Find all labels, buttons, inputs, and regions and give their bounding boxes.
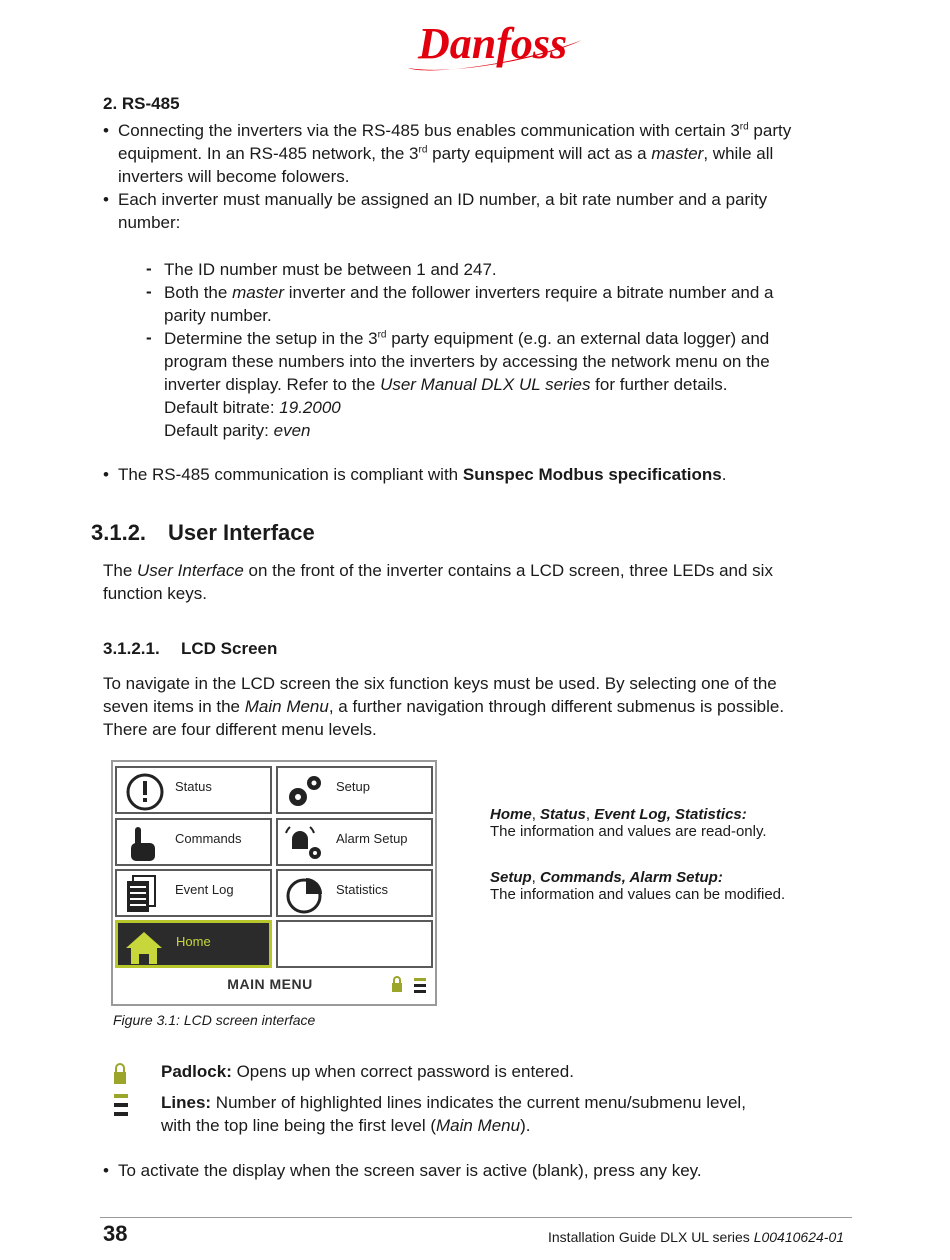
- tile-empty: [276, 920, 433, 968]
- tile-setup: Setup: [276, 766, 433, 814]
- tile-event-log: Event Log: [115, 869, 272, 917]
- lines-legend: Lines: Number of highlighted lines indicates the current menu/submenu level, with the top line being the first level (Main Menu).: [161, 1093, 746, 1135]
- danfoss-logo: [400, 6, 590, 82]
- dash-bitrate: - Both the master inverter and the follower inverters require a bitrate number and a parity number.: [146, 282, 774, 325]
- padlock-icon: [113, 1063, 127, 1084]
- lcd-screen-figure: [111, 760, 437, 1006]
- bullet-connecting: • Connecting the inverters via the RS-485 bus enables communication with certain 3rd party equipment. In an RS-485 network, the 3rd party equipment will act as a master, while all inverters will become folowers.: [103, 121, 792, 186]
- tile-home: Home: [115, 920, 272, 968]
- lcd-main-menu-label: MAIN MENU: [227, 976, 313, 992]
- danfoss-logo-icon: [400, 6, 590, 82]
- readonly-note: Home, Status, Event Log, Statistics: The information and values are read-only.: [490, 806, 767, 840]
- bullet-screen-saver: • To activate the display when the screen saver is active (blank), press any key.: [103, 1161, 702, 1180]
- bullet-sunspec: • The RS-485 communication is compliant with Sunspec Modbus specifications.: [103, 465, 727, 484]
- dash-id-range: - The ID number must be between 1 and 247.: [146, 259, 497, 279]
- alarm-bell-gear-icon: [282, 823, 326, 863]
- padlock-legend: Padlock: Opens up when correct password is entered.: [161, 1062, 574, 1081]
- home-icon: [122, 926, 166, 966]
- tile-commands: Commands: [115, 818, 272, 866]
- logo-wordmark: Danfoss: [418, 19, 568, 68]
- gears-icon: [282, 771, 326, 811]
- section-heading-user-interface: 3.1.2. User Interface: [91, 520, 315, 545]
- page-number: 38: [103, 1221, 128, 1246]
- lcd-menu-lines-icon: [414, 977, 426, 993]
- rs485-heading: 2. RS-485: [103, 94, 180, 113]
- bullet-id-assign: • Each inverter must manually be assigned an ID number, a bit rate number and a parity number:: [103, 190, 768, 232]
- tile-statistics: Statistics: [276, 869, 433, 917]
- pointing-hand-icon: [121, 823, 165, 863]
- tile-alarm-setup: Alarm Setup: [276, 818, 433, 866]
- subsection-heading-lcd: 3.1.2.1. LCD Screen: [103, 639, 278, 658]
- pie-chart-icon: [282, 874, 326, 914]
- tile-status: Status: [115, 766, 272, 814]
- menu-lines-icon: [114, 1093, 128, 1118]
- footer-divider: [100, 1217, 852, 1218]
- documents-icon: [121, 874, 165, 914]
- lcd-paragraph: To navigate in the LCD screen the six function keys must be used. By selecting one of the seven items in the Main Menu, a further navigation through different submenus is possible. There are four different menu levels.: [103, 674, 785, 739]
- footer-document-id: Installation Guide DLX UL series L00410624-01: [548, 1229, 845, 1245]
- modifiable-note: Setup, Commands, Alarm Setup: The information and values can be modified.: [490, 869, 786, 903]
- exclamation-icon: [121, 771, 165, 811]
- ui-paragraph: The User Interface on the front of the inverter contains a LCD screen, three LEDs and six function keys.: [103, 561, 773, 603]
- lcd-padlock-icon: [391, 976, 403, 992]
- dash-setup: - Determine the setup in the 3rd party equipment (e.g. an external data logger) and program these numbers into the inverters by accessing the network menu on the inverter display. Refer to the User Manual DLX UL series for further details. Default bitrate: 19.2000 Default parity: even: [146, 328, 770, 440]
- figure-caption: Figure 3.1: LCD screen interface: [113, 1012, 316, 1028]
